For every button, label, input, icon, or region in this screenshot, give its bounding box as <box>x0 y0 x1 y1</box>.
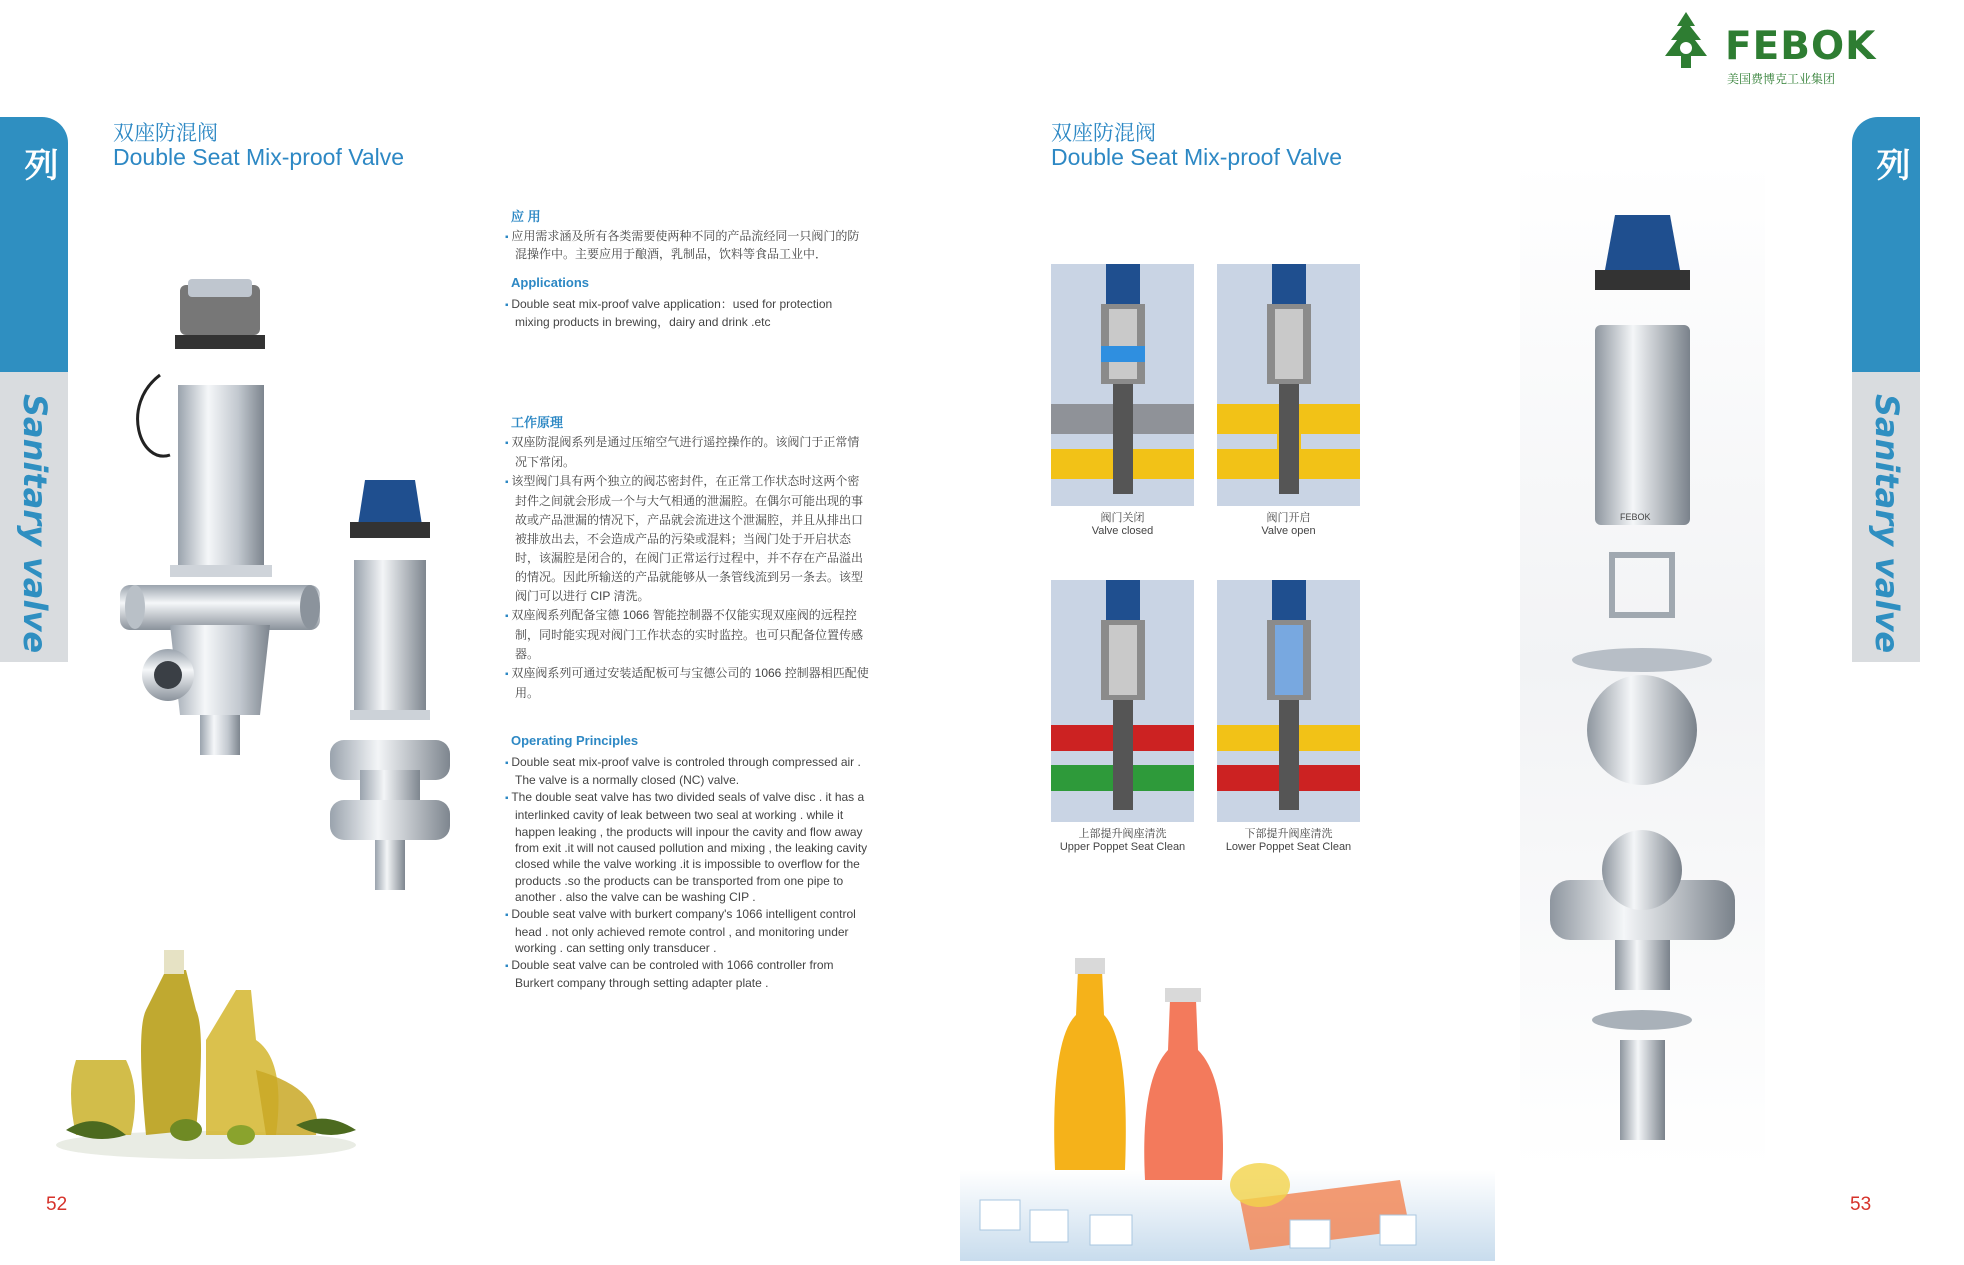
cutaway-lower-seat-clean <box>1217 580 1360 822</box>
caption-lower-seat-clean <box>1206 828 1371 854</box>
page-number-right: 53 <box>1850 1194 1872 1215</box>
app-en-text <box>505 296 870 331</box>
op-en-title: Operating Principles <box>511 733 639 748</box>
side-tab-en: Sanitary valve <box>16 394 54 654</box>
caption-cn: 上部提升阀座清洗 <box>1078 828 1167 840</box>
caption-cn: 阀门开启 <box>1266 512 1311 524</box>
right-title-cn: 双座防混阀 <box>1051 121 1156 145</box>
op-cn-title: 工作原理 <box>511 415 564 430</box>
caption-en: Lower Poppet Seat Clean <box>1225 841 1352 853</box>
caption-en: Valve closed <box>1091 525 1154 537</box>
op-en-item: ▪ Double seat mix-proof valve is controled through compressed air . The valve is a normally closed (NC) valve. <box>505 754 870 789</box>
valve-photo-main <box>100 265 350 775</box>
valve-label: FEBOK <box>1620 512 1651 522</box>
cutaway-valve-closed <box>1051 264 1194 506</box>
valve-photo-secondary <box>320 470 460 900</box>
app-en-item: ▪ Double seat mix-proof valve application：used for protection mixing products in brewing，dairy and drink .etc <box>505 296 870 331</box>
app-cn-title: 应 用 <box>511 209 541 224</box>
app-cn-text <box>505 228 870 263</box>
side-tab-en: Sanitary valve <box>1868 394 1906 654</box>
febok-tree-icon <box>1655 10 1717 72</box>
caption-upper-seat-clean <box>1040 828 1205 854</box>
op-cn-item: ▪ 双座防混阀系列是通过压缩空气进行遥控操作的。该阀门于正常情况下常闭。 <box>505 433 870 472</box>
op-cn-item: ▪ 双座阀系列可通过安装适配板可与宝德公司的 1066 控制器相匹配使用。 <box>505 664 870 703</box>
caption-valve-closed <box>1051 512 1194 538</box>
right-title-en: Double Seat Mix-proof Valve <box>1051 144 1343 170</box>
juice-bottles-photo <box>960 930 1495 1261</box>
side-tab-left <box>0 117 107 662</box>
cutaway-valve-open <box>1217 264 1360 506</box>
left-title-cn: 双座防混阀 <box>113 121 218 145</box>
cutaway-upper-seat-clean <box>1051 580 1194 822</box>
op-cn-item: ▪ 该型阀门具有两个独立的阀芯密封件，在正常工作状态时这两个密封件之间就会形成一个与大气相通的泄漏腔。在偶尔可能出现的事故或产品泄漏的情况下，产品就会流进这个泄漏腔，并且从排出口被排放出去，不会造成产品的污染或混料；当阀门处于开启状态时，该漏腔是闭合的，在阀门正常运行过程中，并不存在产品溢出的情况。因此所输送的产品就能够从一条管线流到另一条去。该型阀门可以进行 CIP 清洗。 <box>505 472 870 606</box>
side-tab-cn: 卫生级阀门系列 <box>18 147 107 363</box>
exploded-valve-photo <box>1520 160 1765 1170</box>
op-cn-item: ▪ 双座阀系列配备宝德 1066 智能控制器不仅能实现双座阀的远程控制，同时能实现对阀门工作状态的实时监控。也可只配备位置传感器。 <box>505 606 870 664</box>
page-number-left: 52 <box>46 1194 68 1215</box>
caption-en: Upper Poppet Seat Clean <box>1059 841 1186 853</box>
op-en-item: ▪ The double seat valve has two divided seals of valve disc . it has a interlinked cavity of leak between two seal at working . while it happen leaking , the products will inpour the cavity and flow away from exit .it will not caused pollution and mixing , the leaking cavity closed while the valve working .it is impossible to overflow for the products .so the products can be transported from one pipe to another . also the valve can be washing CIP . <box>505 789 870 906</box>
op-en-item: ▪ Double seat valve can be controled with 1066 controller from Burkert company through setting adapter plate . <box>505 957 870 992</box>
caption-cn: 下部提升阀座清洗 <box>1244 828 1333 840</box>
brand-logo <box>1655 10 1877 86</box>
caption-valve-open <box>1217 512 1360 538</box>
caption-cn: 阀门关闭 <box>1100 512 1145 524</box>
side-tab-cn: 卫生级阀门系列 <box>1870 147 1959 363</box>
op-en-text <box>505 754 870 992</box>
app-en-title: Applications <box>511 275 590 290</box>
caption-en: Valve open <box>1261 525 1316 537</box>
app-cn-item: ▪ 应用需求涵及所有各类需要使两种不同的产品流经同一只阀门的防混操作中。主要应用于酿酒，乳制品，饮料等食品工业中． <box>505 228 870 263</box>
side-tab-right <box>1852 117 1959 662</box>
left-title-en: Double Seat Mix-proof Valve <box>113 144 405 170</box>
op-cn-text <box>505 433 870 703</box>
brand-name: FEBOK <box>1725 24 1877 69</box>
brand-subtitle: 美国费博克工业集团 <box>1727 72 1836 86</box>
op-en-item: ▪ Double seat valve with burkert company's 1066 intelligent control head . not only achieved remote control , and monitoring under working . can setting only transducer . <box>505 906 870 957</box>
olive-oil-photo <box>36 930 366 1170</box>
